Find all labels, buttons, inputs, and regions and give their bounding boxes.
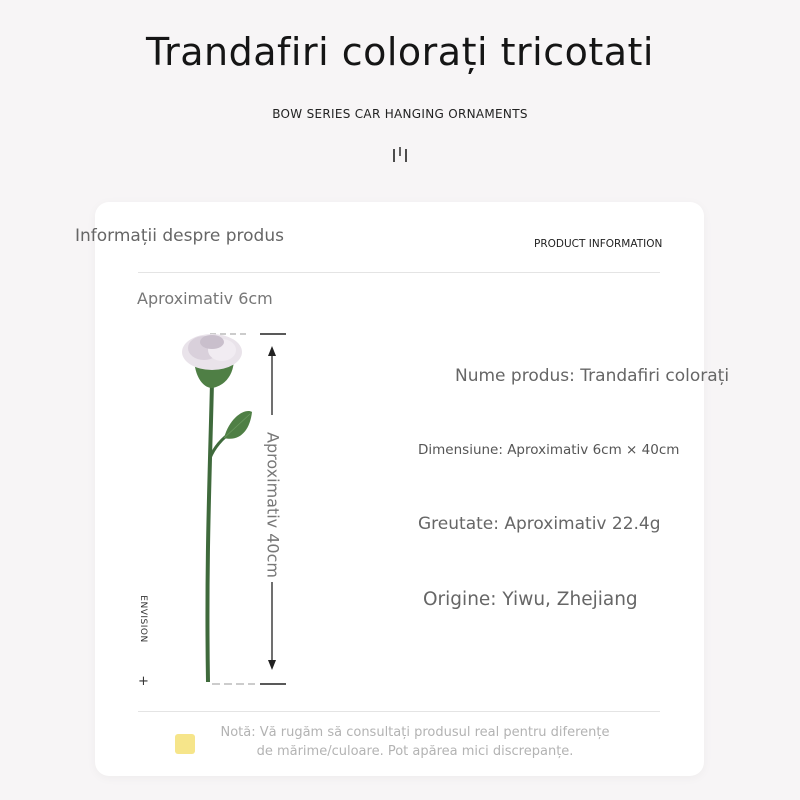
disclaimer-line-2: de mărime/culoare. Pot apărea mici discrepanțe. xyxy=(256,744,574,759)
note-square-icon xyxy=(175,734,195,754)
crochet-rose-image xyxy=(150,320,310,695)
divider-mark-icon xyxy=(392,147,408,163)
height-label: Aproximativ 40cm xyxy=(263,432,283,578)
divider-bottom xyxy=(138,711,660,712)
product-info-heading: Informații despre produs xyxy=(75,226,284,246)
brand-vertical-text: ENVISION xyxy=(138,595,148,643)
disclaimer-line-1: Notă: Vă rugăm să consultați produsul real pentru diferențe xyxy=(220,725,610,740)
page-title: Trandafiri colorați tricotati xyxy=(146,30,654,74)
width-label: Aproximativ 6cm xyxy=(137,289,273,308)
disclaimer-note xyxy=(200,723,630,761)
product-info-heading-en: PRODUCT INFORMATION xyxy=(534,238,663,250)
spec-product-name: Nume produs: Trandafiri colorați xyxy=(455,366,730,386)
plus-mark: + xyxy=(138,674,149,689)
spec-origin: Origine: Yiwu, Zhejiang xyxy=(423,589,638,610)
page-subtitle: BOW SERIES CAR HANGING ORNAMENTS xyxy=(272,107,528,121)
divider-top xyxy=(138,272,660,273)
spec-dimensions: Dimensiune: Aproximativ 6cm × 40cm xyxy=(418,442,680,458)
spec-weight: Greutate: Aproximativ 22.4g xyxy=(418,514,661,534)
